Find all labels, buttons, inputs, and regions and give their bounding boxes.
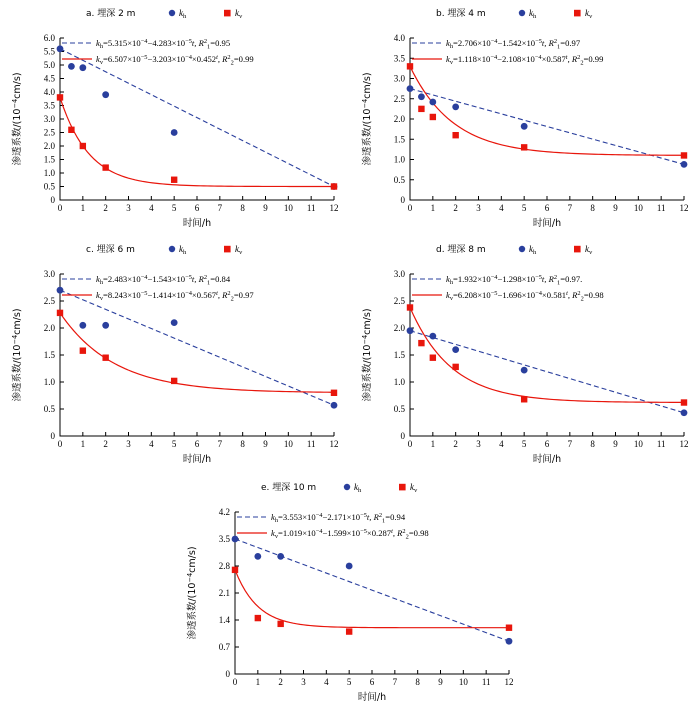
y-tick-label: 2.0 xyxy=(43,323,55,334)
equation-kv: $k_v=6.208\times 10^{-5}-1.696\times 10^{-4}\times 0.581^t$, $R^2_2=0.98$ xyxy=(446,289,604,303)
legend-marker-kh xyxy=(344,484,350,490)
y-tick-label: 2.5 xyxy=(393,93,405,104)
data-point-kh xyxy=(521,367,528,374)
svg-text:渗透系数/(10−4cm/s): 渗透系数$/(10^{-4}cm/s)$ xyxy=(360,308,373,402)
x-tick-label: 2 xyxy=(453,203,458,213)
y-tick-label: 3.5 xyxy=(218,534,230,545)
data-point-kh xyxy=(521,123,528,130)
x-tick-label: 12 xyxy=(329,203,339,213)
y-tick-label: 1.5 xyxy=(43,154,55,165)
x-tick-label: 5 xyxy=(521,439,527,449)
data-point-kv xyxy=(57,94,63,100)
data-point-kh xyxy=(57,287,64,294)
panel-title: b. 埋深 4 m xyxy=(436,9,486,19)
x-tick-label: 9 xyxy=(613,439,618,449)
y-tick-label: 1.0 xyxy=(43,168,55,179)
svg-text:渗透系数/(10−4cm/s): 渗透系数$/(10^{-4}cm/s)$ xyxy=(185,546,198,640)
legend xyxy=(169,244,243,256)
y-tick-label: 5.0 xyxy=(43,60,55,71)
data-point-kv xyxy=(255,615,261,621)
x-tick-label: 4 xyxy=(149,203,154,213)
y-tick-label: 1.5 xyxy=(393,350,405,361)
x-tick-label: 3 xyxy=(476,439,481,449)
x-tick-label: 8 xyxy=(240,439,245,449)
data-point-kv xyxy=(57,310,63,316)
svg-text:渗透系数/(10−4cm/s): 渗透系数$/(10^{-4}cm/s)$ xyxy=(360,72,373,166)
y-tick-label: 0 xyxy=(50,431,55,442)
data-point-kh xyxy=(407,327,414,334)
y-tick-label: 1.5 xyxy=(393,134,405,145)
fit-line-kh xyxy=(410,89,684,165)
x-tick-label: 8 xyxy=(240,203,245,213)
legend-label-kv: $k_v$ xyxy=(235,244,243,257)
legend-label-kh: $k_h$ xyxy=(529,8,537,21)
y-tick-label: 2.0 xyxy=(393,323,405,334)
fit-line-kh xyxy=(235,539,509,641)
chart-panel-a xyxy=(8,2,344,234)
y-tick-label: 2.5 xyxy=(43,127,55,138)
x-tick-label: 0 xyxy=(407,439,413,449)
y-tick-label: 2.0 xyxy=(393,114,405,125)
x-tick-label: 5 xyxy=(171,203,177,213)
x-tick-label: 9 xyxy=(263,203,268,213)
fit-curve-kv xyxy=(410,66,684,155)
y-tick-label: 0 xyxy=(225,669,230,680)
data-point-kv xyxy=(407,304,413,310)
data-point-kh xyxy=(232,536,239,543)
x-tick-label: 5 xyxy=(521,203,527,213)
y-axis-title xyxy=(11,72,23,165)
data-point-kv xyxy=(430,114,436,120)
chart-svg xyxy=(358,238,694,470)
y-tick-label: 1.0 xyxy=(393,154,405,165)
data-point-kv xyxy=(331,183,337,189)
x-tick-label: 6 xyxy=(194,203,200,213)
data-point-kv xyxy=(232,567,238,573)
x-tick-label: 12 xyxy=(679,203,689,213)
x-tick-label: 1 xyxy=(255,677,261,687)
x-tick-label: 0 xyxy=(57,203,63,213)
x-tick-label: 6 xyxy=(544,203,550,213)
equation-kh: $k_h=5.315\times 10^{-4}-4.283\times 10^{-5}t$, $R^2_1=0.95$ xyxy=(96,37,231,51)
data-point-kh xyxy=(79,322,86,329)
data-point-kh xyxy=(346,563,353,570)
legend-label-kh: $k_h$ xyxy=(179,8,187,21)
data-point-kh xyxy=(171,129,178,136)
x-tick-label: 11 xyxy=(656,439,666,449)
legend-marker-kh xyxy=(519,246,525,252)
data-point-kv xyxy=(452,364,458,370)
x-tick-label: 3 xyxy=(476,203,481,213)
panel-title: a. 埋深 2 m xyxy=(86,9,136,19)
data-point-kh xyxy=(429,99,436,106)
panel-title: c. 埋深 6 m xyxy=(86,245,135,255)
data-point-kh xyxy=(57,45,64,52)
equation-kh: $k_h=2.483\times 10^{-4}-1.543\times 10^{-5}t$, $R^2_1=0.84$ xyxy=(96,273,231,287)
data-point-kv xyxy=(521,396,527,402)
legend-marker-kh xyxy=(169,246,175,252)
legend-marker-kv xyxy=(574,246,581,253)
x-tick-label: 11 xyxy=(306,439,316,449)
data-point-kh xyxy=(506,638,513,645)
data-point-kh xyxy=(254,553,261,560)
y-axis-title xyxy=(186,546,198,639)
data-point-kv xyxy=(521,144,527,150)
y-tick-label: 0 xyxy=(50,195,55,206)
data-point-kh xyxy=(418,93,425,100)
data-point-kh xyxy=(79,64,86,71)
panel-title: e. 埋深 10 m xyxy=(261,483,317,493)
x-tick-label: 0 xyxy=(407,203,413,213)
data-point-kh xyxy=(681,409,688,416)
y-tick-label: 3.0 xyxy=(43,114,55,125)
x-tick-label: 8 xyxy=(590,439,595,449)
chart-panel-d xyxy=(358,238,694,470)
fit-curve-kv xyxy=(235,570,509,628)
data-point-kv xyxy=(506,625,512,631)
x-tick-label: 0 xyxy=(57,439,63,449)
data-point-kv xyxy=(331,390,337,396)
equation-kv: $k_v=8.243\times 10^{-5}-1.414\times 10^{-4}\times 0.567^t$, $R^2_2=0.97$ xyxy=(96,289,254,303)
x-tick-label: 11 xyxy=(481,677,491,687)
x-tick-label: 5 xyxy=(171,439,177,449)
x-tick-label: 2 xyxy=(453,439,458,449)
y-tick-label: 1.0 xyxy=(43,377,55,388)
x-tick-label: 1 xyxy=(80,439,86,449)
x-axis-title: 时间/h xyxy=(182,454,212,465)
legend-label-kv: $k_v$ xyxy=(410,482,418,495)
x-tick-label: 10 xyxy=(633,203,643,213)
x-tick-label: 4 xyxy=(324,677,329,687)
data-point-kv xyxy=(80,143,86,149)
y-axis-title xyxy=(11,308,23,401)
data-point-kv xyxy=(430,355,436,361)
legend-marker-kv xyxy=(224,10,231,17)
x-tick-label: 3 xyxy=(126,203,131,213)
data-point-kh xyxy=(102,91,109,98)
data-point-kv xyxy=(681,399,687,405)
x-tick-label: 3 xyxy=(126,439,131,449)
y-tick-label: 2.0 xyxy=(43,141,55,152)
x-tick-label: 8 xyxy=(590,203,595,213)
legend xyxy=(519,8,593,20)
x-tick-label: 10 xyxy=(458,677,468,687)
y-tick-label: 0.7 xyxy=(218,642,230,653)
x-tick-label: 11 xyxy=(656,203,666,213)
data-point-kh xyxy=(68,63,75,70)
x-tick-label: 0 xyxy=(232,677,238,687)
data-point-kv xyxy=(171,177,177,183)
x-tick-label: 1 xyxy=(80,203,86,213)
svg-text:渗透系数/(10−4cm/s): 渗透系数$/(10^{-4}cm/s)$ xyxy=(10,308,23,402)
x-tick-label: 6 xyxy=(194,439,200,449)
fit-curve-kv xyxy=(60,97,334,186)
x-tick-label: 12 xyxy=(329,439,339,449)
y-tick-label: 6.0 xyxy=(43,33,55,44)
legend-label-kv: $k_v$ xyxy=(585,8,593,21)
legend-label-kh: $k_h$ xyxy=(179,244,187,257)
chart-panel-e xyxy=(183,476,519,708)
x-axis-title: 时间/h xyxy=(182,218,212,229)
legend-label-kh: $k_h$ xyxy=(354,482,362,495)
equation-kh: $k_h=3.553\times 10^{-4}-2.171\times 10^{-5}t$, $R^2_1=0.94$ xyxy=(271,511,406,525)
chart-svg xyxy=(8,238,344,470)
y-tick-label: 0.5 xyxy=(43,404,55,415)
panel-title: d. 埋深 8 m xyxy=(436,245,486,255)
x-tick-label: 4 xyxy=(149,439,154,449)
y-tick-label: 0.5 xyxy=(43,181,55,192)
svg-text:渗透系数/(10−4cm/s): 渗透系数$/(10^{-4}cm/s)$ xyxy=(10,72,23,166)
y-tick-label: 3.5 xyxy=(43,100,55,111)
y-tick-label: 4.5 xyxy=(43,73,55,84)
legend-marker-kh xyxy=(169,10,175,16)
x-axis-title: 时间/h xyxy=(532,218,562,229)
x-tick-label: 10 xyxy=(633,439,643,449)
x-tick-label: 6 xyxy=(544,439,550,449)
data-point-kh xyxy=(681,161,688,168)
data-point-kh xyxy=(171,319,178,326)
x-tick-label: 5 xyxy=(346,677,352,687)
x-tick-label: 8 xyxy=(415,677,420,687)
x-axis-title: 时间/h xyxy=(532,454,562,465)
x-tick-label: 4 xyxy=(499,439,504,449)
data-point-kv xyxy=(102,164,108,170)
y-tick-label: 0.5 xyxy=(393,174,405,185)
data-point-kv xyxy=(80,347,86,353)
equation-kv: $k_v=1.019\times 10^{-4}-1.599\times 10^{-5}\times 0.287^t$, $R^2_2=0.98$ xyxy=(271,527,429,541)
x-tick-label: 9 xyxy=(263,439,268,449)
chart-panel-c xyxy=(8,238,344,470)
chart-svg xyxy=(183,476,519,708)
y-tick-label: 2.1 xyxy=(218,588,230,599)
data-point-kv xyxy=(346,628,352,634)
x-tick-label: 4 xyxy=(499,203,504,213)
x-tick-label: 1 xyxy=(430,203,436,213)
data-point-kv xyxy=(171,378,177,384)
y-tick-label: 0 xyxy=(400,431,405,442)
y-axis-title xyxy=(361,72,373,165)
y-tick-label: 3.0 xyxy=(393,269,405,280)
legend-label-kv: $k_v$ xyxy=(585,244,593,257)
x-tick-label: 2 xyxy=(278,677,283,687)
legend-marker-kh xyxy=(519,10,525,16)
data-point-kv xyxy=(418,106,424,112)
x-tick-label: 9 xyxy=(438,677,443,687)
y-tick-label: 3.0 xyxy=(43,269,55,280)
x-tick-label: 12 xyxy=(679,439,689,449)
y-tick-label: 0 xyxy=(400,195,405,206)
legend-marker-kv xyxy=(574,10,581,17)
data-point-kh xyxy=(452,346,459,353)
data-point-kh xyxy=(277,553,284,560)
data-point-kv xyxy=(452,132,458,138)
x-tick-label: 7 xyxy=(567,203,573,213)
chart-panel-b xyxy=(358,2,694,234)
y-tick-label: 4.0 xyxy=(43,87,55,98)
y-tick-label: 0.5 xyxy=(393,404,405,415)
y-tick-label: 3.5 xyxy=(393,53,405,64)
fit-line-kh xyxy=(410,331,684,413)
x-tick-label: 7 xyxy=(217,439,223,449)
y-tick-label: 1.4 xyxy=(218,615,230,626)
equation-kv: $k_v=6.507\times 10^{-5}-3.203\times 10^{-4}\times 0.452^t$, $R^2_2=0.99$ xyxy=(96,53,254,67)
x-tick-label: 10 xyxy=(283,203,293,213)
chart-svg xyxy=(358,2,694,234)
data-point-kh xyxy=(407,85,414,92)
y-tick-label: 2.5 xyxy=(43,296,55,307)
x-tick-label: 7 xyxy=(567,439,573,449)
data-point-kv xyxy=(68,127,74,133)
y-tick-label: 4.2 xyxy=(218,507,230,518)
y-tick-label: 3.0 xyxy=(393,73,405,84)
data-point-kv xyxy=(407,63,413,69)
legend-marker-kv xyxy=(399,484,406,491)
y-axis-title xyxy=(361,308,373,401)
y-tick-label: 1.5 xyxy=(43,350,55,361)
x-tick-label: 2 xyxy=(103,203,108,213)
x-tick-label: 3 xyxy=(301,677,306,687)
x-tick-label: 2 xyxy=(103,439,108,449)
data-point-kh xyxy=(102,322,109,329)
data-point-kh xyxy=(452,103,459,110)
equation-kh: $k_h=1.932\times 10^{-4}-1.298\times 10^{-5}t$, $R^2_1=0.97$. xyxy=(446,273,583,287)
data-point-kh xyxy=(429,333,436,340)
y-tick-label: 2.5 xyxy=(393,296,405,307)
chart-svg xyxy=(8,2,344,234)
x-tick-label: 11 xyxy=(306,203,316,213)
equation-kh: $k_h=2.706\times 10^{-4}-1.542\times 10^{-5}t$, $R^2_1=0.97$ xyxy=(446,37,581,51)
legend-label-kh: $k_h$ xyxy=(529,244,537,257)
y-tick-label: 4.0 xyxy=(393,33,405,44)
y-tick-label: 5.5 xyxy=(43,46,55,57)
x-tick-label: 12 xyxy=(504,677,514,687)
fit-curve-kv xyxy=(410,307,684,402)
x-tick-label: 10 xyxy=(283,439,293,449)
fit-line-kh xyxy=(60,49,334,187)
legend xyxy=(344,482,418,494)
x-axis-title: 时间/h xyxy=(357,692,387,703)
data-point-kv xyxy=(102,355,108,361)
fit-line-kh xyxy=(60,290,334,405)
x-tick-label: 7 xyxy=(392,677,398,687)
legend xyxy=(169,8,243,20)
equation-kv: $k_v=1.118\times 10^{-4}-2.108\times 10^{-4}\times 0.587^t$, $R^2_2=0.99$ xyxy=(446,53,604,67)
data-point-kv xyxy=(681,152,687,158)
legend xyxy=(519,244,593,256)
x-tick-label: 6 xyxy=(369,677,375,687)
legend-marker-kv xyxy=(224,246,231,253)
fit-curve-kv xyxy=(60,313,334,392)
y-tick-label: 2.8 xyxy=(218,561,230,572)
y-tick-label: 1.0 xyxy=(393,377,405,388)
data-point-kv xyxy=(418,340,424,346)
legend-label-kv: $k_v$ xyxy=(235,8,243,21)
x-tick-label: 1 xyxy=(430,439,436,449)
data-point-kh xyxy=(331,402,338,409)
data-point-kv xyxy=(277,621,283,627)
x-tick-label: 9 xyxy=(613,203,618,213)
x-tick-label: 7 xyxy=(217,203,223,213)
